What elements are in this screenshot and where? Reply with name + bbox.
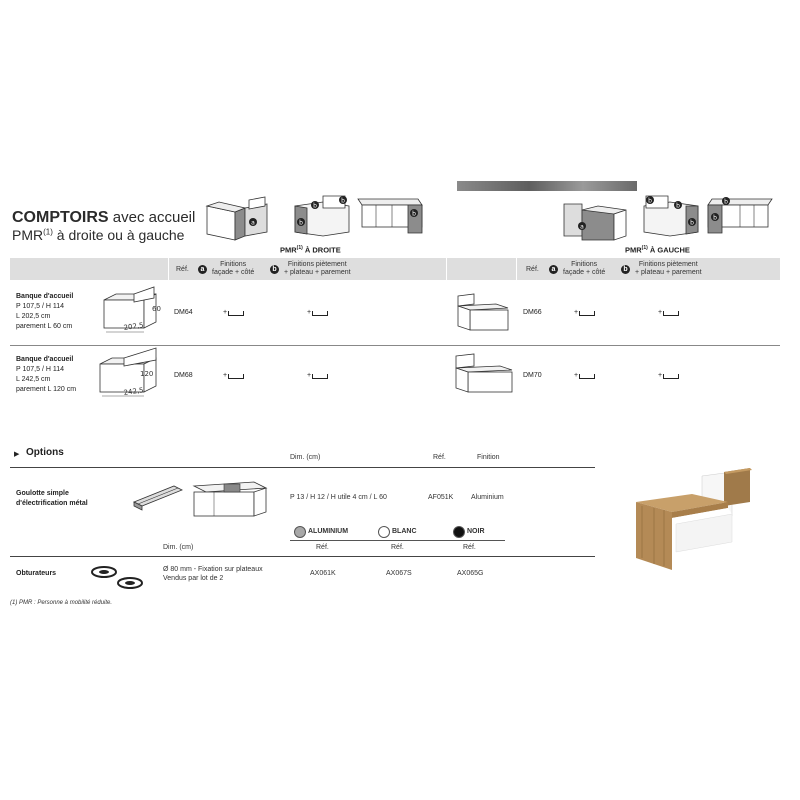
options-col-ref: Réf. xyxy=(433,454,446,461)
header-finish-b-left: Finitions piètement + plateau + parement xyxy=(635,261,702,276)
header-finish-a-right: Finitions façade + côté xyxy=(212,261,255,276)
badge-b-icon: b xyxy=(621,265,630,274)
colors-underline xyxy=(290,540,505,541)
svg-text:b: b xyxy=(724,198,728,206)
row-1-finish-a-left: + xyxy=(574,309,595,316)
obturateurs-ref-header-1: Réf. xyxy=(316,544,329,551)
goulotte-finish: Aluminium xyxy=(471,494,504,501)
obturateurs-name: Obturateurs xyxy=(16,570,57,577)
section-label-right: PMR$^{(1)}$ À DROITE xyxy=(280,245,341,255)
product-row-1-drawing-left xyxy=(454,290,514,332)
row-1-finish-b-left: + xyxy=(658,309,679,316)
row-2-finish-b-right: + xyxy=(307,372,328,379)
goulotte-dim: P 13 / H 12 / H utile 4 cm / L 60 xyxy=(290,494,387,501)
product-row-1-text: Banque d'accueil P 107,5 / H 114 L 202,5 cm parement L 60 cm xyxy=(16,293,74,330)
color-label-blanc: BLANC xyxy=(392,528,417,535)
svg-text:b: b xyxy=(713,214,717,222)
options-col-finish: Finition xyxy=(477,454,500,461)
desk-illustration-left-c xyxy=(706,193,776,239)
badge-a-icon: a xyxy=(198,265,207,274)
product-row-1-drawing xyxy=(98,284,162,340)
header-ref-left: Réf. xyxy=(526,266,539,273)
obturateurs-dim-header: Dim. (cm) xyxy=(163,544,194,551)
page-subtitle: PMR$^{(1)}$ à droite ou à gauche xyxy=(12,227,185,243)
obturateurs-ref-3: AX065G xyxy=(457,570,484,577)
row-2-finish-a-right: + xyxy=(223,372,244,379)
svg-text:b: b xyxy=(313,202,317,210)
obturateur-drawing xyxy=(88,562,148,592)
header-photo-strip xyxy=(457,181,637,191)
badge-b-icon: b xyxy=(270,265,279,274)
page-title: COMPTOIRS avec accueil xyxy=(12,209,196,226)
color-label-noir: NOIR xyxy=(467,528,485,535)
options-col-dim: Dim. (cm) xyxy=(290,454,321,461)
row-1-finish-b-right: + xyxy=(307,309,328,316)
row-1-ref-left: DM66 xyxy=(523,309,542,316)
product-row-2-text: Banque d'accueil P 107,5 / H 114 L 242,5 cm parement L 120 cm xyxy=(16,356,77,393)
goulotte-drawing xyxy=(132,482,184,512)
svg-text:b: b xyxy=(690,219,694,227)
row-2-finish-a-left: + xyxy=(574,372,595,379)
product-photo xyxy=(632,466,758,574)
svg-text:b: b xyxy=(341,197,345,205)
row-1-ref-right: DM64 xyxy=(174,309,193,316)
footnote: (1) PMR : Personne à mobilité réduite. xyxy=(10,600,113,606)
options-divider xyxy=(10,467,595,468)
desk-illustration-right-a xyxy=(205,196,273,242)
dim-length-label: 202,5 xyxy=(123,321,145,332)
obturateurs-dim: Ø 80 mm - Fixation sur plateaux Vendus par lot de 2 xyxy=(163,566,263,582)
svg-text:b: b xyxy=(676,202,680,210)
dim-side-label: 120 xyxy=(140,370,154,378)
desk-illustration-right-b xyxy=(293,194,353,240)
header-finish-a-left: Finitions façade + côté xyxy=(563,261,606,276)
options-arrow-icon: ▶ xyxy=(14,451,20,458)
goulotte-name: Goulotte simple d'électrification métal xyxy=(16,490,88,507)
svg-text:b: b xyxy=(299,219,303,227)
obturateurs-ref-header-3: Réf. xyxy=(463,544,476,551)
svg-text:a: a xyxy=(580,223,584,231)
dim-side-label: 60 xyxy=(152,305,161,313)
row-2-ref-right: DM68 xyxy=(174,372,193,379)
svg-text:b: b xyxy=(412,210,416,218)
desk-illustration-left-b xyxy=(640,194,702,240)
svg-text:a: a xyxy=(251,219,255,227)
options-title: Options xyxy=(26,447,64,458)
goulotte-desk-drawing xyxy=(190,476,270,520)
svg-text:b: b xyxy=(648,197,652,205)
product-row-2-drawing-left xyxy=(452,352,518,396)
section-label-left: PMR$^{(1)}$ À GAUCHE xyxy=(625,245,690,255)
blanc-swatch xyxy=(378,526,390,538)
noir-swatch xyxy=(453,526,465,538)
desk-illustration-right-c xyxy=(356,193,424,237)
row-2-ref-left: DM70 xyxy=(523,372,542,379)
row-1-finish-a-right: + xyxy=(223,309,244,316)
row-2-finish-b-left: + xyxy=(658,372,679,379)
product-row-2-drawing xyxy=(96,346,164,404)
obturateurs-ref-2: AX067S xyxy=(386,570,412,577)
color-label-aluminium: ALUMINIUM xyxy=(308,528,349,535)
goulotte-ref: AF051K xyxy=(428,494,454,501)
obturateurs-ref-1: AX061K xyxy=(310,570,336,577)
obturateurs-ref-header-2: Réf. xyxy=(391,544,404,551)
desk-illustration-left-a xyxy=(560,196,630,244)
header-finish-b-right: Finitions piètement + plateau + parement xyxy=(284,261,351,276)
header-ref-right: Réf. xyxy=(176,266,189,273)
aluminium-swatch xyxy=(294,526,306,538)
dim-length-label: 242,5 xyxy=(123,386,145,397)
badge-a-icon: a xyxy=(549,265,558,274)
obturateurs-divider xyxy=(10,556,595,557)
